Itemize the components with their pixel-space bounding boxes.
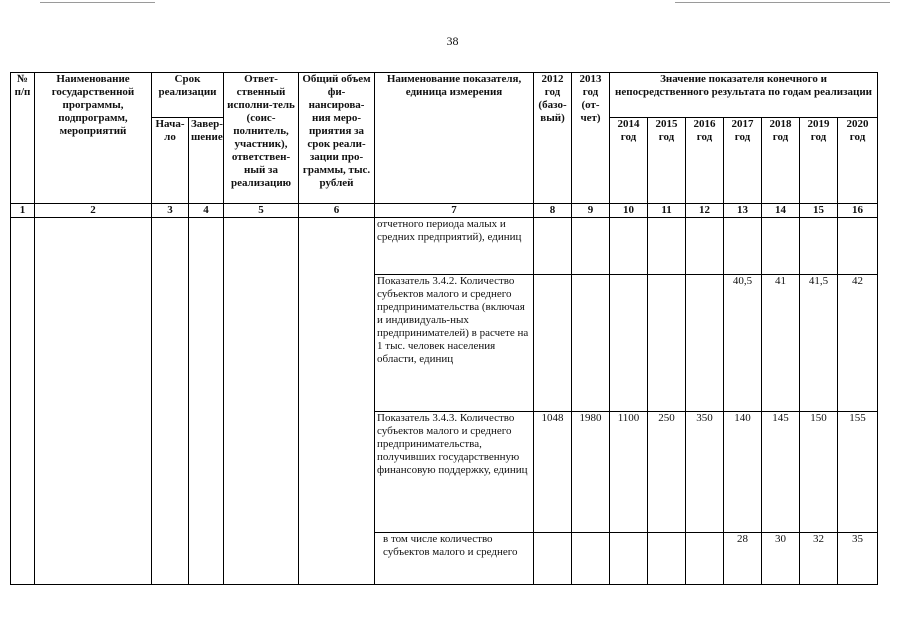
header-number: № п/п	[11, 73, 35, 204]
column-number: 10	[610, 204, 648, 218]
cell-program-name	[35, 218, 152, 585]
cell-value: 1100	[610, 412, 648, 533]
cell-value: 41,5	[800, 275, 838, 412]
cell-value	[686, 218, 724, 275]
cell-value: 1048	[534, 412, 572, 533]
cell-value	[648, 533, 686, 585]
cell-value	[610, 533, 648, 585]
header-program-name: Наименование государственной программы, подпрограмм, мероприятий	[35, 73, 152, 204]
column-number: 7	[375, 204, 534, 218]
scan-edge-line-left	[40, 2, 155, 3]
header-indicator: Наименование показателя, единица измерения	[375, 73, 534, 204]
cell-funding	[299, 218, 375, 585]
cell-value	[572, 275, 610, 412]
header-executor: Ответ-ственный исполни-тель (соис-полнитель, участник), ответствен-ный за реализацию	[224, 73, 299, 204]
header-values: Значение показателя конечного и непосредственного результата по годам реализации	[610, 73, 878, 118]
cell-value: 32	[800, 533, 838, 585]
cell-value	[534, 218, 572, 275]
cell-value	[648, 275, 686, 412]
column-number: 11	[648, 204, 686, 218]
column-number: 16	[838, 204, 878, 218]
header-year-2020: 2020 год	[838, 118, 878, 204]
cell-number	[11, 218, 35, 585]
cell-value	[686, 533, 724, 585]
cell-value	[572, 533, 610, 585]
column-number-row	[11, 204, 878, 218]
cell-value	[724, 218, 762, 275]
cell-value	[800, 218, 838, 275]
cell-indicator: отчетного периода малых и средних предприятий), единиц	[375, 218, 534, 275]
cell-value	[648, 218, 686, 275]
cell-value	[572, 218, 610, 275]
page-number: 38	[446, 34, 459, 48]
cell-value: 40,5	[724, 275, 762, 412]
cell-value: 28	[724, 533, 762, 585]
cell-value: 1980	[572, 412, 610, 533]
cell-value	[610, 275, 648, 412]
header-year-2017: 2017 год	[724, 118, 762, 204]
cell-value: 140	[724, 412, 762, 533]
cell-indicator: в том числе количество субъектов малого и среднего	[375, 533, 534, 585]
cell-value: 30	[762, 533, 800, 585]
cell-value: 42	[838, 275, 878, 412]
cell-value	[762, 218, 800, 275]
scan-edge-line-right	[675, 2, 890, 3]
column-number: 3	[152, 204, 189, 218]
cell-indicator: Показатель 3.4.3. Количество субъектов малого и среднего предпринимательства, получивших государственную финансовую поддержку, единиц	[375, 412, 534, 533]
cell-value	[686, 275, 724, 412]
header-term: Срок реализации	[152, 73, 224, 118]
cell-value	[610, 218, 648, 275]
column-number: 6	[299, 204, 375, 218]
column-number: 2	[35, 204, 152, 218]
cell-term-start	[152, 218, 189, 585]
cell-value: 350	[686, 412, 724, 533]
header-year-2012: 2012 год (базо-вый)	[534, 73, 572, 204]
header-year-2014: 2014 год	[610, 118, 648, 204]
column-number: 12	[686, 204, 724, 218]
header-term-start: Нача-ло	[152, 118, 189, 204]
header-year-2013: 2013 год (от-чет)	[572, 73, 610, 204]
column-number: 15	[800, 204, 838, 218]
column-number: 4	[189, 204, 224, 218]
column-number: 8	[534, 204, 572, 218]
column-number: 9	[572, 204, 610, 218]
cell-value: 155	[838, 412, 878, 533]
column-number: 5	[224, 204, 299, 218]
header-term-end: Завер-шение	[189, 118, 224, 204]
table-row	[11, 218, 878, 275]
cell-value: 250	[648, 412, 686, 533]
cell-value: 150	[800, 412, 838, 533]
cell-value	[534, 533, 572, 585]
cell-value	[838, 218, 878, 275]
header-year-2016: 2016 год	[686, 118, 724, 204]
cell-value: 35	[838, 533, 878, 585]
header-year-2019: 2019 год	[800, 118, 838, 204]
program-table	[10, 72, 878, 585]
cell-term-end	[189, 218, 224, 585]
header-funding: Общий объем фи-нансирова-ния меро-приятия за срок реали-зации про-граммы, тыс. рублей	[299, 73, 375, 204]
column-number: 1	[11, 204, 35, 218]
header-row-1	[11, 73, 878, 118]
header-year-2018: 2018 год	[762, 118, 800, 204]
column-number: 13	[724, 204, 762, 218]
cell-value: 41	[762, 275, 800, 412]
cell-value: 145	[762, 412, 800, 533]
column-number: 14	[762, 204, 800, 218]
cell-indicator: Показатель 3.4.2. Количество субъектов малого и среднего предпринимательства (включая и индивидуаль-ных предпринимателей) в расчете на 1 тыс. человек населения области, единиц	[375, 275, 534, 412]
cell-value	[534, 275, 572, 412]
cell-executor	[224, 218, 299, 585]
header-year-2015: 2015 год	[648, 118, 686, 204]
